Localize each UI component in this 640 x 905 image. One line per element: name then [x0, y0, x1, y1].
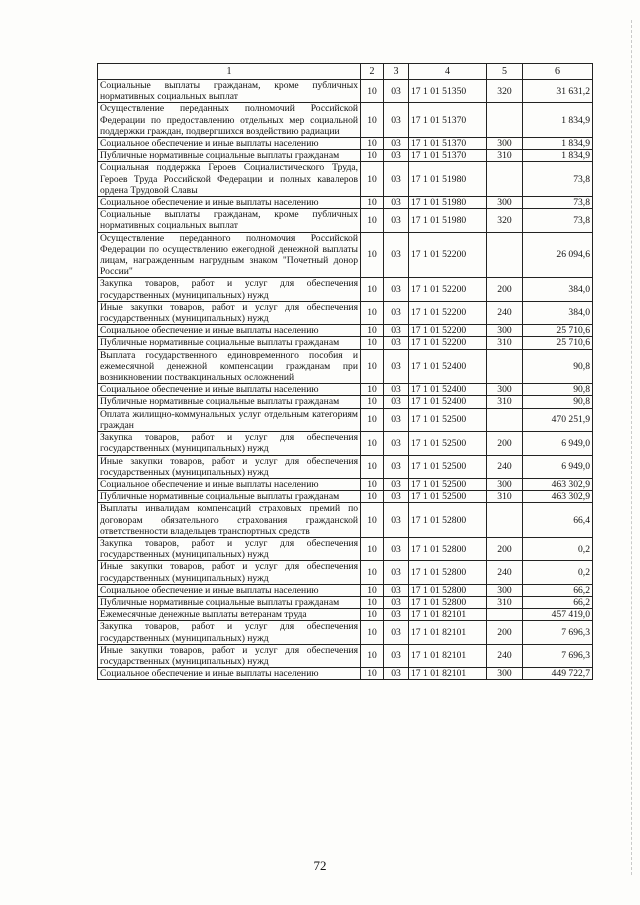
subsection-cell: 03 — [384, 455, 409, 478]
row-name-cell: Осуществление переданного полномочия Российской Федерации по осуществлению ежегодной денежной выплаты лицам, награжденным нагрудным знаком "Почетный донор России" — [98, 232, 361, 278]
subsection-cell: 03 — [384, 301, 409, 324]
row-name-cell: Публичные нормативные социальные выплаты гражданам — [98, 150, 361, 162]
section-cell: 10 — [361, 584, 384, 596]
target-article-cell: 17 1 01 52200 — [409, 301, 487, 324]
target-article-cell: 17 1 01 52200 — [409, 337, 487, 349]
table-row — [98, 232, 593, 278]
target-article-cell: 17 1 01 82101 — [409, 644, 487, 667]
table-header-row — [98, 64, 593, 80]
section-cell: 10 — [361, 455, 384, 478]
table-row — [98, 668, 593, 680]
section-cell: 10 — [361, 478, 384, 490]
section-cell: 10 — [361, 301, 384, 324]
expense-type-cell — [487, 609, 523, 621]
table-row — [98, 325, 593, 337]
amount-cell: 73,8 — [523, 162, 593, 197]
subsection-cell: 03 — [384, 478, 409, 490]
subsection-cell: 03 — [384, 337, 409, 349]
amount-cell: 66,2 — [523, 596, 593, 608]
section-cell: 10 — [361, 621, 384, 644]
table-row — [98, 478, 593, 490]
row-name-cell: Закупка товаров, работ и услуг для обеспечения государственных (муниципальных) нужд — [98, 278, 361, 301]
expense-type-cell: 310 — [487, 337, 523, 349]
expense-type-cell — [487, 103, 523, 138]
table-row — [98, 209, 593, 232]
section-cell: 10 — [361, 232, 384, 278]
expense-type-cell: 300 — [487, 197, 523, 209]
subsection-cell: 03 — [384, 325, 409, 337]
table-row — [98, 349, 593, 384]
section-cell: 10 — [361, 432, 384, 455]
row-name-cell: Иные закупки товаров, работ и услуг для обеспечения государственных (муниципальных) нужд — [98, 561, 361, 584]
row-name-cell: Социальное обеспечение и иные выплаты населению — [98, 138, 361, 150]
table-row — [98, 301, 593, 324]
expense-type-cell: 240 — [487, 455, 523, 478]
table-row — [98, 621, 593, 644]
amount-cell: 457 419,0 — [523, 609, 593, 621]
amount-cell: 6 949,0 — [523, 455, 593, 478]
amount-cell: 73,8 — [523, 197, 593, 209]
table-row — [98, 644, 593, 667]
amount-cell: 0,2 — [523, 561, 593, 584]
target-article-cell: 17 1 01 52500 — [409, 491, 487, 503]
table-row — [98, 162, 593, 197]
row-name-cell: Выплата государственного единовременного пособия и ежемесячной денежной компенсации гражданам при возникновении поствакцинальных осложнений — [98, 349, 361, 384]
row-name-cell: Оплата жилищно-коммунальных услуг отдельным категориям граждан — [98, 408, 361, 431]
expense-type-cell: 310 — [487, 396, 523, 408]
expense-type-cell: 240 — [487, 644, 523, 667]
section-cell: 10 — [361, 561, 384, 584]
target-article-cell: 17 1 01 52400 — [409, 384, 487, 396]
section-cell: 10 — [361, 503, 384, 538]
section-cell: 10 — [361, 197, 384, 209]
amount-cell: 90,8 — [523, 396, 593, 408]
target-article-cell: 17 1 01 82101 — [409, 621, 487, 644]
row-name-cell: Публичные нормативные социальные выплаты гражданам — [98, 491, 361, 503]
target-article-cell: 17 1 01 51370 — [409, 138, 487, 150]
subsection-cell: 03 — [384, 138, 409, 150]
table-row — [98, 537, 593, 560]
section-cell: 10 — [361, 325, 384, 337]
section-cell: 10 — [361, 384, 384, 396]
amount-cell: 384,0 — [523, 278, 593, 301]
amount-cell: 1 834,9 — [523, 150, 593, 162]
table-row — [98, 609, 593, 621]
subsection-cell: 03 — [384, 584, 409, 596]
row-name-cell: Публичные нормативные социальные выплаты гражданам — [98, 596, 361, 608]
column-header: 4 — [409, 64, 487, 80]
expense-type-cell: 240 — [487, 301, 523, 324]
column-header: 2 — [361, 64, 384, 80]
amount-cell: 66,4 — [523, 503, 593, 538]
expense-type-cell — [487, 503, 523, 538]
table-row — [98, 596, 593, 608]
budget-table — [97, 63, 593, 680]
target-article-cell: 17 1 01 82101 — [409, 668, 487, 680]
amount-cell: 7 696,3 — [523, 644, 593, 667]
table-row — [98, 432, 593, 455]
expense-type-cell: 200 — [487, 278, 523, 301]
expense-type-cell: 320 — [487, 209, 523, 232]
section-cell: 10 — [361, 80, 384, 103]
subsection-cell: 03 — [384, 278, 409, 301]
table-row — [98, 396, 593, 408]
table-row — [98, 103, 593, 138]
amount-cell: 463 302,9 — [523, 478, 593, 490]
expense-type-cell: 310 — [487, 491, 523, 503]
subsection-cell: 03 — [384, 162, 409, 197]
expense-type-cell: 310 — [487, 596, 523, 608]
target-article-cell: 17 1 01 52500 — [409, 455, 487, 478]
row-name-cell: Ежемесячные денежные выплаты ветеранам труда — [98, 609, 361, 621]
target-article-cell: 17 1 01 51350 — [409, 80, 487, 103]
table-row — [98, 337, 593, 349]
target-article-cell: 17 1 01 52500 — [409, 408, 487, 431]
section-cell: 10 — [361, 150, 384, 162]
target-article-cell: 17 1 01 52200 — [409, 232, 487, 278]
amount-cell: 6 949,0 — [523, 432, 593, 455]
row-name-cell: Закупка товаров, работ и услуг для обеспечения государственных (муниципальных) нужд — [98, 537, 361, 560]
table-row — [98, 408, 593, 431]
expense-type-cell: 320 — [487, 80, 523, 103]
subsection-cell: 03 — [384, 396, 409, 408]
column-header: 1 — [98, 64, 361, 80]
row-name-cell: Иные закупки товаров, работ и услуг для обеспечения государственных (муниципальных) нужд — [98, 301, 361, 324]
row-name-cell: Социальные выплаты гражданам, кроме публичных нормативных социальных выплат — [98, 80, 361, 103]
amount-cell: 73,8 — [523, 209, 593, 232]
amount-cell: 470 251,9 — [523, 408, 593, 431]
amount-cell: 463 302,9 — [523, 491, 593, 503]
subsection-cell: 03 — [384, 561, 409, 584]
subsection-cell: 03 — [384, 491, 409, 503]
subsection-cell: 03 — [384, 503, 409, 538]
target-article-cell: 17 1 01 51980 — [409, 209, 487, 232]
table-row — [98, 197, 593, 209]
section-cell: 10 — [361, 396, 384, 408]
amount-cell: 7 696,3 — [523, 621, 593, 644]
amount-cell: 90,8 — [523, 384, 593, 396]
expense-type-cell: 200 — [487, 537, 523, 560]
table-row — [98, 584, 593, 596]
subsection-cell: 03 — [384, 596, 409, 608]
row-name-cell: Социальное обеспечение и иные выплаты населению — [98, 325, 361, 337]
subsection-cell: 03 — [384, 150, 409, 162]
section-cell: 10 — [361, 103, 384, 138]
expense-type-cell: 300 — [487, 384, 523, 396]
expense-type-cell — [487, 232, 523, 278]
amount-cell: 26 094,6 — [523, 232, 593, 278]
expense-type-cell — [487, 349, 523, 384]
section-cell: 10 — [361, 668, 384, 680]
row-name-cell: Публичные нормативные социальные выплаты гражданам — [98, 396, 361, 408]
subsection-cell: 03 — [384, 349, 409, 384]
expense-type-cell: 300 — [487, 325, 523, 337]
section-cell: 10 — [361, 349, 384, 384]
target-article-cell: 17 1 01 52800 — [409, 584, 487, 596]
amount-cell: 1 834,9 — [523, 138, 593, 150]
section-cell: 10 — [361, 278, 384, 301]
expense-type-cell: 240 — [487, 561, 523, 584]
section-cell: 10 — [361, 162, 384, 197]
row-name-cell: Социальное обеспечение и иные выплаты населению — [98, 668, 361, 680]
target-article-cell: 17 1 01 52500 — [409, 478, 487, 490]
subsection-cell: 03 — [384, 644, 409, 667]
page-number: 72 — [313, 858, 327, 873]
table-row — [98, 455, 593, 478]
row-name-cell: Закупка товаров, работ и услуг для обеспечения государственных (муниципальных) нужд — [98, 432, 361, 455]
row-name-cell: Осуществление переданных полномочий Российской Федерации по предоставлению отдельных мер социальной поддержки граждан, подвергшихся воздействию радиации — [98, 103, 361, 138]
section-cell: 10 — [361, 609, 384, 621]
expense-type-cell: 200 — [487, 621, 523, 644]
amount-cell: 66,2 — [523, 584, 593, 596]
expense-type-cell: 310 — [487, 150, 523, 162]
row-name-cell: Социальное обеспечение и иные выплаты населению — [98, 384, 361, 396]
row-name-cell: Публичные нормативные социальные выплаты гражданам — [98, 337, 361, 349]
subsection-cell: 03 — [384, 197, 409, 209]
table-row — [98, 561, 593, 584]
target-article-cell: 17 1 01 52200 — [409, 278, 487, 301]
target-article-cell: 17 1 01 52400 — [409, 396, 487, 408]
row-name-cell: Социальная поддержка Героев Социалистического Труда, Героев Труда Российской Федерации и полных кавалеров ордена Трудовой Славы — [98, 162, 361, 197]
table-row — [98, 491, 593, 503]
target-article-cell: 17 1 01 52800 — [409, 561, 487, 584]
amount-cell: 0,2 — [523, 537, 593, 560]
expense-type-cell: 300 — [487, 478, 523, 490]
section-cell: 10 — [361, 337, 384, 349]
subsection-cell: 03 — [384, 609, 409, 621]
row-name-cell: Закупка товаров, работ и услуг для обеспечения государственных (муниципальных) нужд — [98, 621, 361, 644]
target-article-cell: 17 1 01 52200 — [409, 325, 487, 337]
subsection-cell: 03 — [384, 408, 409, 431]
target-article-cell: 17 1 01 52800 — [409, 537, 487, 560]
expense-type-cell — [487, 408, 523, 431]
target-article-cell: 17 1 01 51370 — [409, 103, 487, 138]
subsection-cell: 03 — [384, 621, 409, 644]
row-name-cell: Иные закупки товаров, работ и услуг для обеспечения государственных (муниципальных) нужд — [98, 455, 361, 478]
section-cell: 10 — [361, 644, 384, 667]
column-header: 6 — [523, 64, 593, 80]
column-header: 3 — [384, 64, 409, 80]
subsection-cell: 03 — [384, 432, 409, 455]
expense-type-cell: 200 — [487, 432, 523, 455]
section-cell: 10 — [361, 138, 384, 150]
column-header: 5 — [487, 64, 523, 80]
subsection-cell: 03 — [384, 384, 409, 396]
subsection-cell: 03 — [384, 668, 409, 680]
row-name-cell: Социальные выплаты гражданам, кроме публичных нормативных социальных выплат — [98, 209, 361, 232]
amount-cell: 1 834,9 — [523, 103, 593, 138]
row-name-cell: Иные закупки товаров, работ и услуг для обеспечения государственных (муниципальных) нужд — [98, 644, 361, 667]
section-cell: 10 — [361, 537, 384, 560]
target-article-cell: 17 1 01 82101 — [409, 609, 487, 621]
target-article-cell: 17 1 01 52500 — [409, 432, 487, 455]
expense-type-cell: 300 — [487, 668, 523, 680]
amount-cell: 25 710,6 — [523, 325, 593, 337]
expense-type-cell — [487, 162, 523, 197]
amount-cell: 449 722,7 — [523, 668, 593, 680]
expense-type-cell: 300 — [487, 138, 523, 150]
page-edge-line — [631, 20, 632, 875]
expense-type-cell: 300 — [487, 584, 523, 596]
table-row — [98, 384, 593, 396]
section-cell: 10 — [361, 209, 384, 232]
amount-cell: 31 631,2 — [523, 80, 593, 103]
table-row — [98, 278, 593, 301]
table-body — [98, 80, 593, 680]
row-name-cell: Выплаты инвалидам компенсаций страховых премий по договорам обязательного страхования гражданской ответственности владельцев транспортных средств — [98, 503, 361, 538]
table-row — [98, 150, 593, 162]
subsection-cell: 03 — [384, 103, 409, 138]
row-name-cell: Социальное обеспечение и иные выплаты населению — [98, 584, 361, 596]
section-cell: 10 — [361, 408, 384, 431]
row-name-cell: Социальное обеспечение и иные выплаты населению — [98, 478, 361, 490]
table-row — [98, 138, 593, 150]
section-cell: 10 — [361, 596, 384, 608]
row-name-cell: Социальное обеспечение и иные выплаты населению — [98, 197, 361, 209]
target-article-cell: 17 1 01 52400 — [409, 349, 487, 384]
target-article-cell: 17 1 01 51980 — [409, 197, 487, 209]
target-article-cell: 17 1 01 52800 — [409, 503, 487, 538]
section-cell: 10 — [361, 491, 384, 503]
amount-cell: 384,0 — [523, 301, 593, 324]
target-article-cell: 17 1 01 51980 — [409, 162, 487, 197]
target-article-cell: 17 1 01 52800 — [409, 596, 487, 608]
amount-cell: 90,8 — [523, 349, 593, 384]
table-row — [98, 80, 593, 103]
subsection-cell: 03 — [384, 232, 409, 278]
subsection-cell: 03 — [384, 537, 409, 560]
subsection-cell: 03 — [384, 209, 409, 232]
table-row — [98, 503, 593, 538]
target-article-cell: 17 1 01 51370 — [409, 150, 487, 162]
subsection-cell: 03 — [384, 80, 409, 103]
amount-cell: 25 710,6 — [523, 337, 593, 349]
